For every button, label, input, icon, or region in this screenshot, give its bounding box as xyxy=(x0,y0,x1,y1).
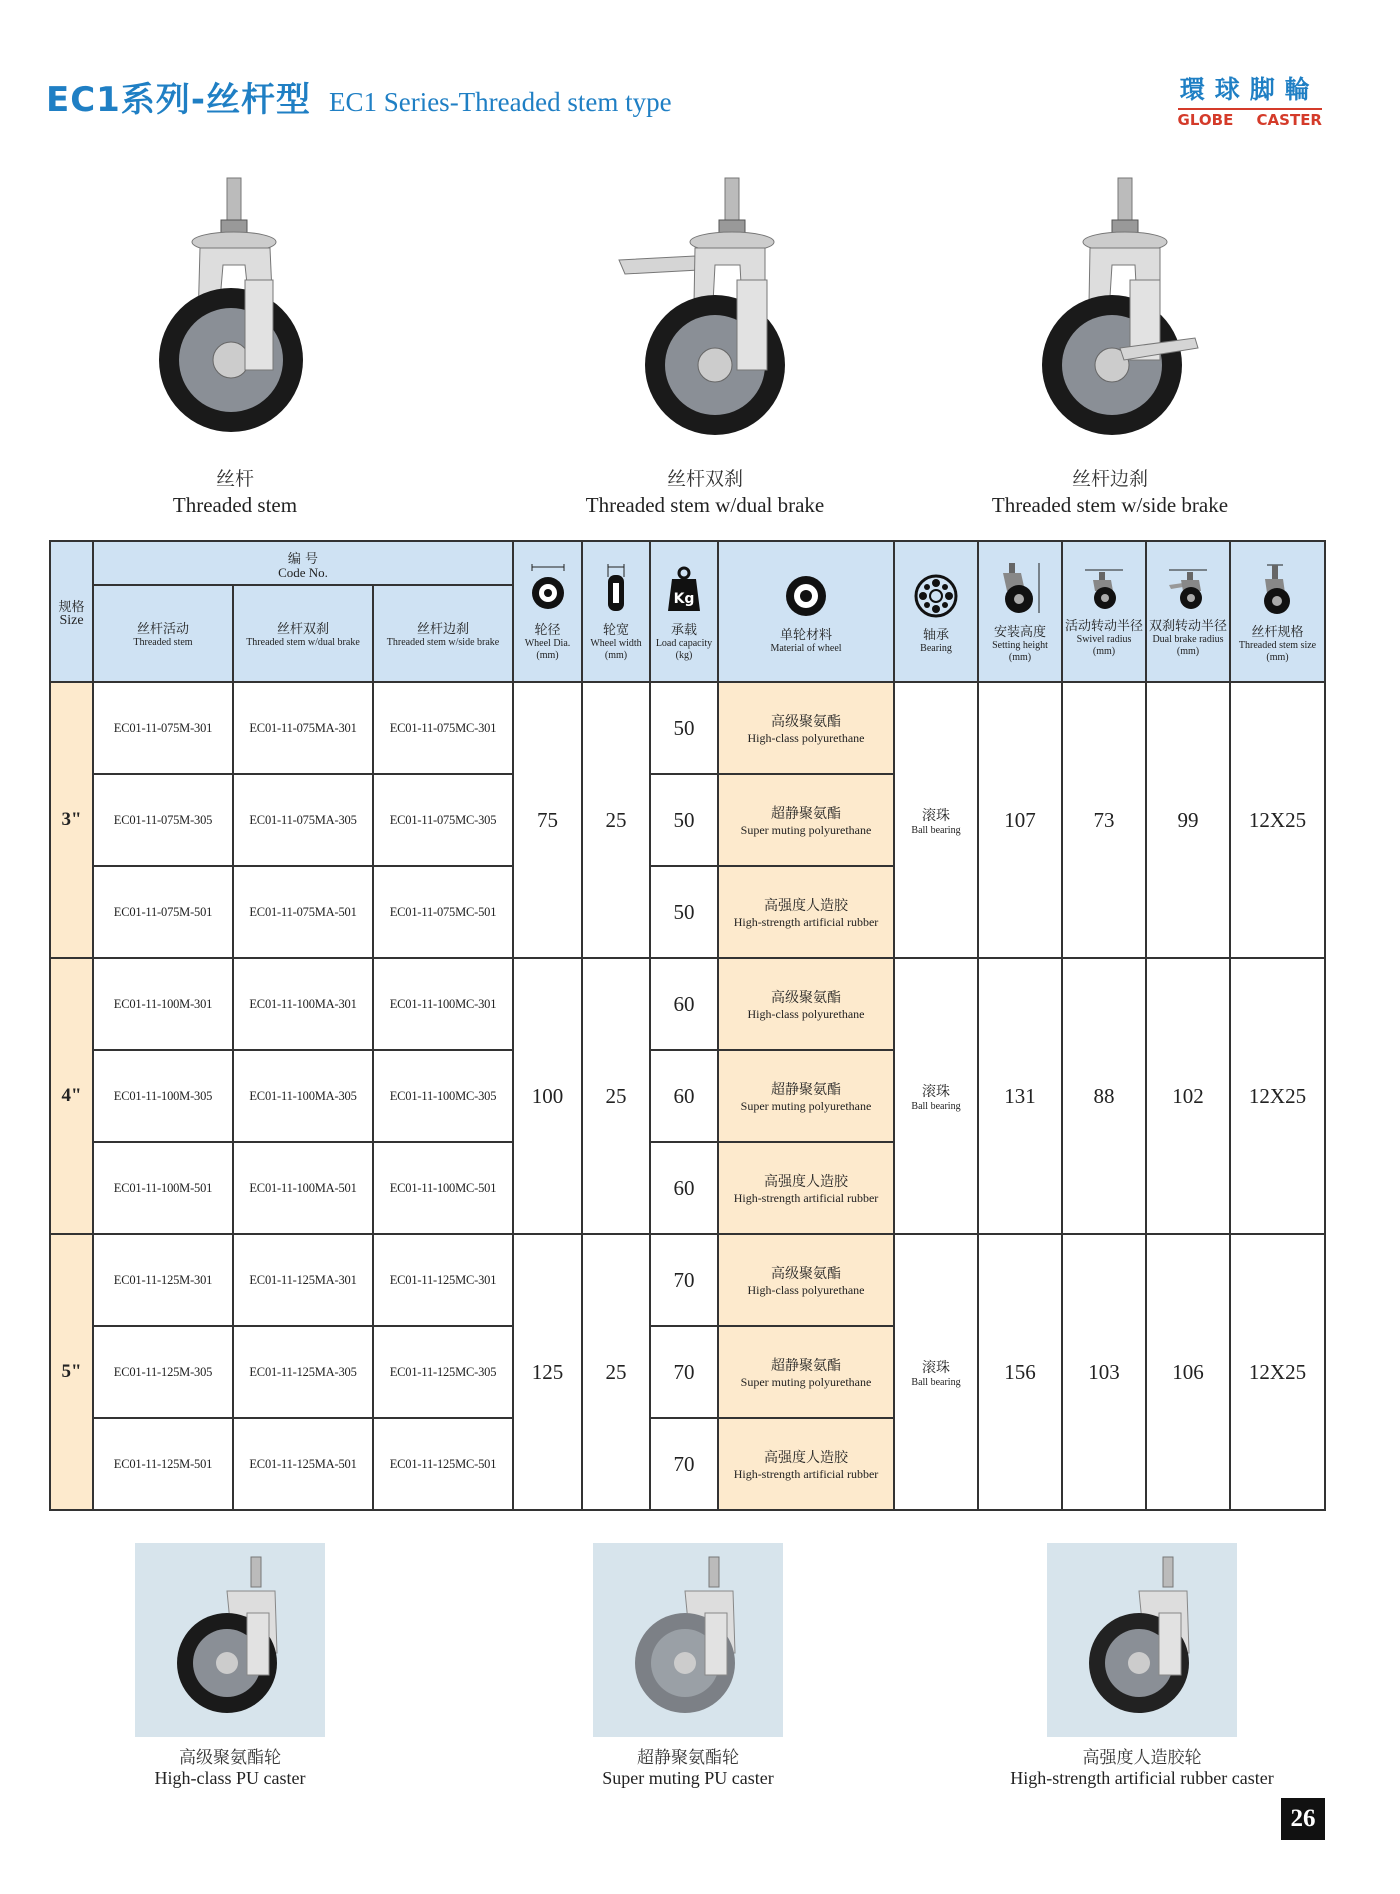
load-cell: 50 xyxy=(650,682,718,774)
material-header: 单轮材料 Material of wheel xyxy=(718,541,894,682)
weight-kg-icon xyxy=(664,563,704,615)
code-header: 编 号 Code No. xyxy=(93,541,513,585)
bearing-cell: 滚珠 Ball bearing xyxy=(894,1234,978,1510)
stem-size-cell: 12X25 xyxy=(1230,682,1325,958)
sample-caption-en: High-class PU caster xyxy=(154,1768,306,1788)
code-cell: EC01-11-075MA-301 xyxy=(233,682,373,774)
setting-height-cell: 131 xyxy=(978,958,1062,1234)
product-caption-cn: 丝杆 xyxy=(215,468,254,490)
product-caption-en: Threaded stem w/dual brake xyxy=(585,493,825,517)
wheel-dia-cell: 75 xyxy=(513,682,582,958)
brand-underline xyxy=(1178,108,1322,110)
sample-pu-caster xyxy=(50,1543,410,1789)
code-cell: EC01-11-100MC-305 xyxy=(373,1050,513,1142)
sample-photo xyxy=(135,1543,325,1737)
caster-image xyxy=(593,1543,783,1737)
sample-rubber-caster xyxy=(962,1543,1322,1789)
sample-caption-cn: 高强度人造胶轮 xyxy=(1082,1748,1202,1768)
setting-height-cell: 156 xyxy=(978,1234,1062,1510)
product-caption-en: Threaded stem w/side brake xyxy=(991,493,1229,517)
page-number: 26 xyxy=(1281,1798,1325,1840)
size-cell: 4" xyxy=(50,958,93,1234)
load-cell: 50 xyxy=(650,774,718,866)
material-cell: 高级聚氨酯 High-class polyurethane xyxy=(718,1234,894,1326)
ball-bearing-icon xyxy=(912,568,960,620)
caster-image xyxy=(135,1543,325,1737)
code-cell: EC01-11-125MA-501 xyxy=(233,1418,373,1510)
material-cell: 高强度人造胶 High-strength artificial rubber xyxy=(718,866,894,958)
table-row xyxy=(50,682,1325,774)
code-cell: EC01-11-075M-305 xyxy=(93,774,233,866)
setting-height-icon xyxy=(995,561,1045,617)
wheel-width-icon xyxy=(596,563,636,615)
code-cell: EC01-11-075M-501 xyxy=(93,866,233,958)
product-caption-cn: 丝杆边刹 xyxy=(1071,468,1148,490)
sample-caption-en: High-strength artificial rubber caster xyxy=(1010,1768,1274,1788)
bearing-cell: 滚珠 Ball bearing xyxy=(894,682,978,958)
brand-name-en: GLOBE CASTER xyxy=(1177,111,1322,129)
dual-brake-radius-cell: 102 xyxy=(1146,958,1230,1234)
table-row xyxy=(50,958,1325,1050)
dual-brake-radius-cell: 106 xyxy=(1146,1234,1230,1510)
wheel-dia-cell: 100 xyxy=(513,958,582,1234)
code-cell: EC01-11-075MA-501 xyxy=(233,866,373,958)
code-cell: EC01-11-125MC-301 xyxy=(373,1234,513,1326)
material-cell: 超静聚氨酯 Super muting polyurethane xyxy=(718,1050,894,1142)
swivel-radius-header: 活动转动半径 Swivel radius (mm) xyxy=(1062,541,1146,682)
size-cell: 5" xyxy=(50,1234,93,1510)
sample-super-muting-caster xyxy=(508,1543,868,1789)
code-cell: EC01-11-125MC-305 xyxy=(373,1326,513,1418)
spec-table xyxy=(49,540,1326,1511)
brand-name-cn: 環球脚輪 xyxy=(1179,75,1320,104)
code-cell: EC01-11-100MA-305 xyxy=(233,1050,373,1142)
caster-image xyxy=(1020,170,1200,450)
sample-caption-en: Super muting PU caster xyxy=(602,1768,774,1788)
swivel-radius-cell: 88 xyxy=(1062,958,1146,1234)
dual-brake-radius-header: 双刹转动半径 Dual brake radius (mm) xyxy=(1146,541,1230,682)
wheel-width-cell: 25 xyxy=(582,1234,650,1510)
caster-image xyxy=(1047,1543,1237,1737)
code-cell: EC01-11-075MA-305 xyxy=(233,774,373,866)
material-cell: 高级聚氨酯 High-class polyurethane xyxy=(718,958,894,1050)
swivel-radius-cell: 73 xyxy=(1062,682,1146,958)
material-cell: 高强度人造胶 High-strength artificial rubber xyxy=(718,1418,894,1510)
code-cell: EC01-11-075MC-301 xyxy=(373,682,513,774)
code-cell: EC01-11-125M-501 xyxy=(93,1418,233,1510)
wheel-material-icon xyxy=(782,568,830,620)
code-col-threaded: 丝杆活动 Threaded stem xyxy=(93,585,233,682)
page-title-cn: EC1系列-丝杆型 xyxy=(46,80,311,120)
material-cell: 高强度人造胶 High-strength artificial rubber xyxy=(718,1142,894,1234)
swivel-radius-cell: 103 xyxy=(1062,1234,1146,1510)
wheel-width-cell: 25 xyxy=(582,958,650,1234)
material-cell: 超静聚氨酯 Super muting polyurethane xyxy=(718,1326,894,1418)
product-caption-cn: 丝杆双刹 xyxy=(666,468,743,490)
sample-photo xyxy=(1047,1543,1237,1737)
swivel-radius-icon xyxy=(1079,567,1129,611)
code-cell: EC01-11-100MC-501 xyxy=(373,1142,513,1234)
wheel-dia-icon xyxy=(528,563,568,615)
load-cell: 70 xyxy=(650,1418,718,1510)
code-cell: EC01-11-125MA-301 xyxy=(233,1234,373,1326)
sample-caption-cn: 高级聚氨酯轮 xyxy=(179,1748,281,1768)
stem-size-cell: 12X25 xyxy=(1230,1234,1325,1510)
brand-logo xyxy=(1178,70,1322,129)
code-cell: EC01-11-100MA-301 xyxy=(233,958,373,1050)
page-header xyxy=(46,72,672,121)
caster-image xyxy=(145,170,325,450)
svg-text:Kg: Kg xyxy=(673,590,695,607)
code-cell: EC01-11-100M-501 xyxy=(93,1142,233,1234)
product-threaded-stem xyxy=(85,170,385,518)
code-cell: EC01-11-100M-301 xyxy=(93,958,233,1050)
setting-height-cell: 107 xyxy=(978,682,1062,958)
code-cell: EC01-11-075MC-501 xyxy=(373,866,513,958)
size-header: 规格 Size xyxy=(50,541,93,682)
table-row xyxy=(50,1234,1325,1326)
threaded-stem-icon xyxy=(1253,561,1303,617)
product-side-brake xyxy=(960,170,1260,518)
material-cell: 高级聚氨酯 High-class polyurethane xyxy=(718,682,894,774)
material-cell: 超静聚氨酯 Super muting polyurethane xyxy=(718,774,894,866)
setting-height-header: 安装高度 Setting height (mm) xyxy=(978,541,1062,682)
wheel-dia-cell: 125 xyxy=(513,1234,582,1510)
code-cell: EC01-11-100MA-501 xyxy=(233,1142,373,1234)
sample-caption-cn: 超静聚氨酯轮 xyxy=(637,1748,739,1768)
stem-size-cell: 12X25 xyxy=(1230,958,1325,1234)
code-cell: EC01-11-100MC-301 xyxy=(373,958,513,1050)
dual-brake-radius-icon xyxy=(1163,567,1213,611)
size-cell: 3" xyxy=(50,682,93,958)
wheel-width-cell: 25 xyxy=(582,682,650,958)
dual-brake-radius-cell: 99 xyxy=(1146,682,1230,958)
stem-size-header: 丝杆规格 Threaded stem size (mm) xyxy=(1230,541,1325,682)
sample-photo xyxy=(593,1543,783,1737)
wheel-dia-header: 轮径 Wheel Dia. (mm) xyxy=(513,541,582,682)
code-col-side-brake: 丝杆边刹 Threaded stem w/side brake xyxy=(373,585,513,682)
code-cell: EC01-11-125M-301 xyxy=(93,1234,233,1326)
code-cell: EC01-11-075MC-305 xyxy=(373,774,513,866)
code-cell: EC01-11-125MA-305 xyxy=(233,1326,373,1418)
load-cell: 60 xyxy=(650,1050,718,1142)
caster-image xyxy=(615,170,795,450)
code-col-dual-brake: 丝杆双刹 Threaded stem w/dual brake xyxy=(233,585,373,682)
load-cell: 70 xyxy=(650,1234,718,1326)
code-cell: EC01-11-125MC-501 xyxy=(373,1418,513,1510)
page-title-en: EC1 Series-Threaded stem type xyxy=(328,87,672,117)
code-cell: EC01-11-125M-305 xyxy=(93,1326,233,1418)
load-cell: 70 xyxy=(650,1326,718,1418)
code-cell: EC01-11-100M-305 xyxy=(93,1050,233,1142)
load-cell: 50 xyxy=(650,866,718,958)
product-caption-en: Threaded stem xyxy=(172,493,298,517)
wheel-width-header: 轮宽 Wheel width (mm) xyxy=(582,541,650,682)
code-cell: EC01-11-075M-301 xyxy=(93,682,233,774)
load-cell: 60 xyxy=(650,958,718,1050)
bearing-header: 轴承 Bearing xyxy=(894,541,978,682)
bearing-cell: 滚珠 Ball bearing xyxy=(894,958,978,1234)
product-dual-brake xyxy=(555,170,855,518)
load-cell: 60 xyxy=(650,1142,718,1234)
load-header: Kg 承载 Load capacity (kg) xyxy=(650,541,718,682)
